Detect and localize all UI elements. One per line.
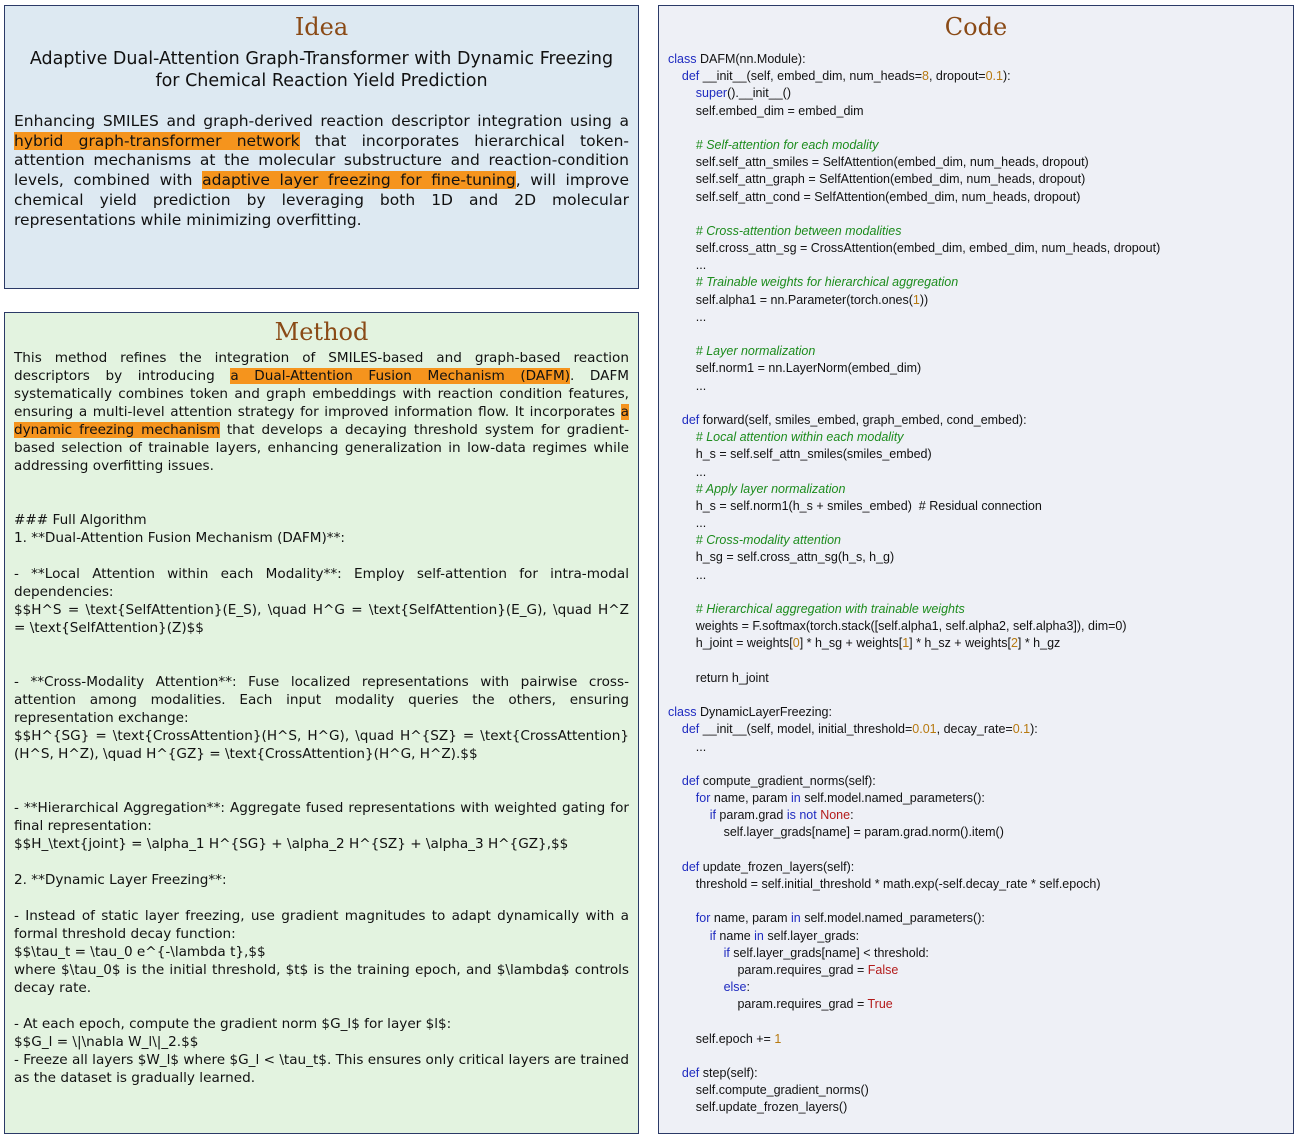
code-token: self.model.named_parameters(): — [800, 911, 985, 926]
code-line — [668, 395, 1284, 412]
tau-formula: $$\tau_t = \tau_0 e^{-\lambda t},$$ — [14, 944, 266, 960]
code-token: , decay_rate= — [936, 722, 1013, 737]
code-line — [668, 515, 1284, 532]
code-token: def — [681, 69, 700, 84]
code-token — [668, 430, 696, 444]
code-line — [668, 532, 1284, 549]
code-line — [668, 601, 1284, 618]
local-attention-formula: $$H^S = \text{SelfAttention}(E_S), \quad H^G = \text{SelfAttention}(E_G), \quad H^Z = \text{SelfAttention}(Z)$$ — [14, 602, 629, 636]
idea-panel — [4, 5, 639, 289]
code-line — [668, 292, 1284, 309]
code-token: param.requires_grad = — [668, 962, 868, 977]
code-line — [668, 360, 1284, 377]
code-token: # Hierarchical aggregation with trainable weights — [695, 602, 965, 616]
code-token: if — [709, 928, 716, 943]
code-token: if — [723, 945, 730, 960]
code-line — [668, 378, 1284, 395]
idea-title-line1: Adaptive Dual-Attention Graph-Transformer with Dynamic Freezing — [29, 49, 614, 69]
code-token — [668, 1066, 682, 1080]
code-line — [668, 842, 1284, 859]
code-token — [668, 275, 696, 289]
code-token: name — [715, 928, 755, 943]
grad-norm-text: - At each epoch, compute the gradient norm $G_l$ for layer $l$: — [14, 1016, 452, 1032]
code-token: : — [850, 808, 854, 823]
code-token: self.layer_grads[name] < threshold: — [729, 945, 929, 960]
code-line — [668, 721, 1284, 738]
code-token: ): — [1030, 722, 1038, 737]
grad-norm-formula: $$G_l = \|\nabla W_l\|_2.$$ — [14, 1034, 199, 1050]
code-token: forward(self, smiles_embed, graph_embed, cond_embed): — [699, 412, 1027, 427]
code-token: is not — [786, 808, 817, 823]
code-token — [668, 791, 696, 805]
method-intro-part2: . DAFM systematically combines token and graph embeddings with reaction condition features, ensuring a multi-level attention strategy for improved information flow. It incorporates — [14, 368, 629, 420]
code-line — [668, 326, 1284, 343]
idea-highlight-1: hybrid graph-transformer network — [14, 131, 300, 150]
code-token: ... — [668, 567, 707, 582]
code-token: self.self_attn_smiles = SelfAttention(embed_dim, num_heads, dropout) — [668, 155, 1089, 170]
local-attention-text: - **Local Attention within each Modality**: Employ self-attention for intra-modal dependencies: — [14, 566, 629, 600]
code-line — [668, 137, 1284, 154]
code-token: step(self): — [699, 1066, 758, 1081]
idea-body — [14, 112, 629, 230]
spacer — [14, 853, 629, 871]
code-token: self.embed_dim = embed_dim — [668, 103, 864, 118]
method-intro — [14, 349, 629, 475]
tau-explanation: where $\tau_0$ is the initial threshold, $t$ is the training epoch, and $\lambda$ controls decay rate. — [14, 962, 629, 996]
code-token: ... — [668, 464, 707, 479]
code-token: 0.01 — [912, 722, 937, 737]
code-token — [668, 138, 696, 152]
code-token: else — [723, 980, 747, 995]
code-token — [668, 69, 682, 83]
idea-title-line2: for Chemical Reaction Yield Prediction — [155, 71, 488, 91]
code-token — [668, 980, 724, 994]
code-line — [668, 567, 1284, 584]
spacer — [14, 475, 629, 511]
code-line — [668, 996, 1284, 1013]
idea-heading: Idea — [294, 13, 349, 41]
code-token: self.cross_attn_sg = CrossAttention(embed_dim, embed_dim, num_heads, dropout) — [668, 241, 1161, 256]
code-token: __init__(self, embed_dim, num_heads= — [699, 69, 923, 84]
idea-body-part1: Enhancing SMILES and graph-derived reaction descriptor integration using a — [14, 112, 629, 130]
code-line — [668, 1082, 1284, 1099]
spacer — [14, 547, 629, 565]
algo-step-2: 2. **Dynamic Layer Freezing**: — [14, 872, 227, 888]
code-token: in — [790, 791, 801, 806]
hier-aggregation-formula: $$H_\text{joint} = \alpha_1 H^{SG} + \alpha_2 H^{SZ} + \alpha_3 H^{GZ},$$ — [14, 836, 569, 852]
idea-body-part2: that incorporates hierarchical token-attention mechanisms at the molecular substructure and reaction-condition levels, combined with — [14, 131, 629, 190]
code-token — [668, 602, 696, 616]
code-token: super — [695, 86, 728, 101]
method-highlight-2: a dynamic freezing mechanism — [14, 404, 629, 438]
idea-body-part3: , will improve chemical yield prediction by leveraging both 1D and 2D molecular representations while minimizing overfitting. — [14, 171, 629, 229]
spacer — [14, 997, 629, 1015]
code-token: # Trainable weights for hierarchical aggregation — [695, 275, 959, 290]
code-line — [668, 876, 1284, 893]
code-token: for — [695, 911, 711, 926]
spacer — [14, 889, 629, 907]
code-line — [668, 240, 1284, 257]
code-line — [668, 1065, 1284, 1082]
code-token: 0.1 — [1012, 722, 1031, 737]
code-token: h_s = self.self_attn_smiles(smiles_embed) — [668, 447, 932, 462]
code-token — [668, 86, 696, 100]
method-panel — [4, 312, 639, 1134]
code-token: param.requires_grad = — [668, 997, 868, 1012]
code-token: in — [754, 928, 764, 943]
code-token: : — [746, 980, 750, 995]
code-token: 0 — [792, 636, 800, 651]
code-token: self.alpha1 = nn.Parameter(torch.ones( — [668, 292, 913, 307]
code-token: return h_joint — [668, 670, 769, 685]
code-token: h_s = self.norm1(h_s + smiles_embed) # Residual connection — [668, 498, 1042, 513]
method-intro-part3: that develops a decaying threshold system for gradient-based selection of trainable layers, enhancing generalization in low-data regimes while addressing overfitting issues. — [14, 422, 629, 474]
code-line — [668, 773, 1284, 790]
code-token: # Layer normalization — [695, 344, 816, 359]
freeze-intro-text: - Instead of static layer freezing, use gradient magnitudes to adapt dynamically with a formal threshold decay function: — [14, 908, 629, 942]
code-token: 2 — [1010, 636, 1018, 651]
code-token: param.grad — [715, 808, 787, 823]
code-token: ... — [668, 516, 707, 531]
code-line — [668, 274, 1284, 291]
code-token — [668, 911, 696, 925]
code-token: ] * h_sz + weights[ — [909, 636, 1011, 651]
hier-aggregation-text: - **Hierarchical Aggregation**: Aggregate fused representations with weighted gating for final representation: — [14, 800, 629, 834]
code-line — [668, 257, 1284, 274]
code-token: def — [681, 859, 700, 874]
code-token: # Cross-modality attention — [695, 533, 841, 548]
code-token: 0.1 — [985, 69, 1003, 84]
code-token: # Self-attention for each modality — [695, 137, 879, 152]
code-line — [668, 653, 1284, 670]
code-token: ): — [1003, 69, 1011, 84]
method-intro-part1: This method refines the integration of SMILES-based and graph-based reaction descriptors by introducing — [14, 350, 629, 384]
code-token: weights = F.softmax(torch.stack([self.alpha1, self.alpha2, self.alpha3]), dim=0) — [668, 619, 1127, 634]
code-token: name, param — [710, 791, 791, 806]
code-token: None — [820, 808, 851, 823]
code-token: name, param — [710, 911, 791, 926]
cross-attention-formula: $$H^{SG} = \text{CrossAttention}(H^S, H^G), \quad H^{SZ} = \text{CrossAttention}(H^S, H^Z), \quad H^{GZ} = \text{CrossAttention}(H^G, H^Z).$$ — [14, 728, 629, 762]
code-token — [668, 224, 696, 238]
code-token: self.compute_gradient_norms() — [668, 1083, 869, 1098]
code-line — [668, 687, 1284, 704]
code-token: if — [709, 808, 716, 823]
code-token — [668, 533, 696, 547]
code-line — [668, 807, 1284, 824]
code-line — [668, 928, 1284, 945]
code-token: self.update_frozen_layers() — [668, 1100, 848, 1115]
code-line — [668, 824, 1284, 841]
code-token: for — [695, 791, 711, 806]
code-token: ... — [668, 309, 707, 324]
code-line — [668, 739, 1284, 756]
method-heading: Method — [274, 318, 369, 346]
code-token: False — [867, 962, 899, 977]
code-line — [668, 429, 1284, 446]
code-line — [668, 51, 1284, 68]
code-token: self.norm1 = nn.LayerNorm(embed_dim) — [668, 361, 922, 376]
code-token: def — [681, 773, 700, 788]
code-token: ().__init__() — [727, 86, 791, 101]
code-token: def — [681, 412, 700, 427]
algo-step-1: 1. **Dual-Attention Fusion Mechanism (DAFM)**: — [14, 530, 345, 546]
freeze-rule-text: - Freeze all layers $W_l$ where $G_l < \tau_t$. This ensures only critical layers are trained as the dataset is gradually learned. — [14, 1052, 629, 1086]
code-token: in — [790, 911, 801, 926]
code-token: h_joint = weights[ — [668, 636, 793, 651]
spacer — [14, 763, 629, 799]
idea-title — [14, 48, 629, 92]
code-line — [668, 979, 1284, 996]
code-token: DAFM(nn.Module): — [696, 52, 806, 66]
code-token: self.layer_grads: — [763, 928, 860, 943]
code-token: # Cross-attention between modalities — [695, 223, 902, 238]
code-token: def — [681, 1066, 700, 1081]
code-line — [668, 412, 1284, 429]
code-token: # Local attention within each modality — [695, 430, 904, 445]
code-token — [668, 774, 682, 788]
code-token: class — [668, 52, 697, 66]
code-line — [668, 171, 1284, 188]
code-token: 1 — [912, 292, 920, 307]
code-token: # Apply layer normalization — [695, 481, 846, 496]
code-line — [668, 223, 1284, 240]
code-token: , dropout= — [928, 69, 986, 84]
code-token: self.self_attn_graph = SelfAttention(embed_dim, num_heads, dropout) — [668, 172, 1086, 187]
code-line — [668, 962, 1284, 979]
code-line — [668, 790, 1284, 807]
code-line — [668, 549, 1284, 566]
code-block — [668, 51, 1284, 1117]
code-token: compute_gradient_norms(self): — [699, 773, 876, 788]
code-line — [668, 945, 1284, 962]
code-line — [668, 189, 1284, 206]
code-line — [668, 343, 1284, 360]
code-line — [668, 1048, 1284, 1065]
code-line — [668, 481, 1284, 498]
code-token: self.model.named_parameters(): — [800, 791, 985, 806]
code-token: class — [668, 705, 697, 720]
code-token: def — [681, 722, 700, 737]
code-panel — [658, 5, 1294, 1134]
code-line — [668, 464, 1284, 481]
code-token — [668, 860, 682, 874]
code-token: 1 — [774, 1031, 782, 1046]
code-line — [668, 635, 1284, 652]
spacer — [14, 637, 629, 673]
code-line — [668, 446, 1284, 463]
code-line — [668, 910, 1284, 927]
code-line — [668, 618, 1284, 635]
code-token: ... — [668, 258, 707, 273]
code-line — [668, 1099, 1284, 1116]
code-line — [668, 103, 1284, 120]
code-line — [668, 498, 1284, 515]
code-line — [668, 68, 1284, 85]
code-token — [668, 946, 724, 960]
code-token — [668, 344, 696, 358]
code-token: self.layer_grads[name] = param.grad.norm().item() — [668, 825, 1004, 840]
code-token: h_sg = self.cross_attn_sg(h_s, h_g) — [668, 550, 895, 565]
code-token: ] * h_sg + weights[ — [799, 636, 903, 651]
code-token — [668, 722, 682, 736]
code-token: threshold = self.initial_threshold * math.exp(-self.decay_rate * self.epoch) — [668, 877, 1101, 891]
code-token — [668, 808, 710, 822]
code-line — [668, 584, 1284, 601]
code-token — [668, 413, 682, 427]
code-token: 8 — [922, 69, 929, 84]
code-token: ... — [668, 739, 707, 754]
code-line — [668, 1014, 1284, 1031]
code-line — [668, 206, 1284, 223]
code-line — [668, 1031, 1284, 1048]
code-token: DynamicLayerFreezing: — [696, 705, 832, 720]
code-line — [668, 756, 1284, 773]
code-line — [668, 859, 1284, 876]
code-line — [668, 893, 1284, 910]
code-token: self.self_attn_cond = SelfAttention(embed_dim, num_heads, dropout) — [668, 189, 1081, 204]
code-token: ] * h_gz — [1017, 636, 1061, 651]
code-line — [668, 85, 1284, 102]
code-token: ... — [668, 378, 707, 393]
code-line — [668, 309, 1284, 326]
method-highlight-1: a Dual-Attention Fusion Mechanism (DAFM) — [230, 368, 570, 384]
code-token: update_frozen_layers(self): — [699, 859, 855, 874]
code-line — [668, 120, 1284, 137]
idea-highlight-2: adaptive layer freezing for fine-tuning — [202, 171, 516, 190]
cross-attention-text: - **Cross-Modality Attention**: Fuse localized representations with pairwise cross-attention among modalities. Each input modality queries the others, ensuring representation exchange: — [14, 674, 629, 726]
code-token: 1 — [902, 636, 910, 651]
code-token: __init__(self, model, initial_threshold= — [699, 722, 913, 737]
code-line — [668, 154, 1284, 171]
method-body — [14, 349, 629, 1087]
code-token: self.epoch += — [668, 1031, 775, 1046]
code-token: )) — [919, 292, 929, 307]
code-line — [668, 704, 1284, 721]
code-token: True — [867, 997, 893, 1012]
code-line — [668, 670, 1284, 687]
code-token — [668, 929, 710, 943]
code-heading: Code — [944, 13, 1008, 41]
code-token — [668, 482, 696, 496]
algo-heading: ### Full Algorithm — [14, 512, 147, 528]
